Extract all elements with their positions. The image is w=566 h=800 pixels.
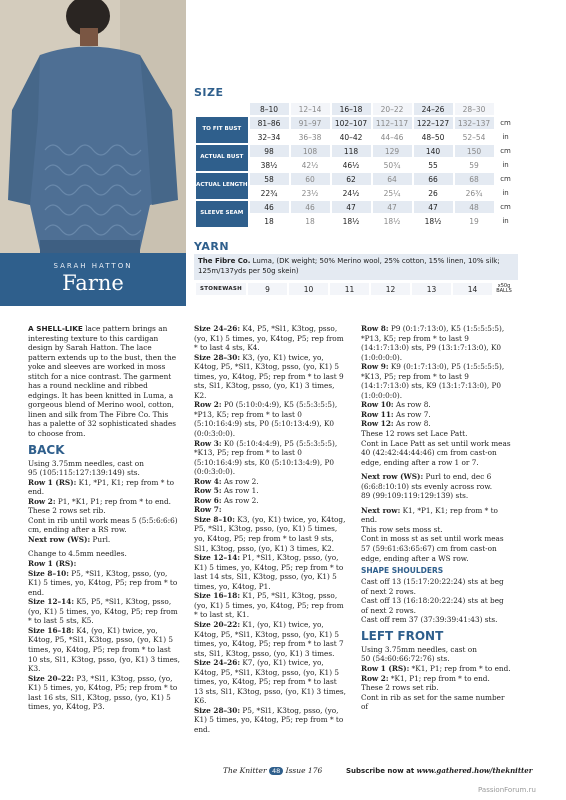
instruction-line: Row 12: As row 8. — [361, 419, 431, 429]
instruction-line: Next row (WS): Purl to end, dec 6 (6:6:8:10:10) sts evenly across row. — [361, 472, 493, 491]
instruction-line: These 12 rows set Lace Patt. — [361, 429, 468, 439]
instruction-line: Cont in rib until work meas 5 (5:5:6:6:6) cm, ending after a RS row. — [28, 515, 178, 535]
instruction-line: Row 9: K9 (0:1:7:13:0), P5 (1:5:5:5:5), *K13, P5; rep from * to last 9 (14:1:7:13:0) sts, K9 (13:1:7:13:0), P0 (1:0:0:0:0). — [361, 362, 505, 400]
value-cell: 18 — [291, 215, 330, 227]
value-cell: 47 — [373, 201, 412, 213]
value-cell: 46½ — [332, 159, 371, 171]
unit-cell: in — [502, 133, 509, 141]
value-cell: 118 — [332, 145, 371, 157]
shade-name: STONEWASH — [196, 283, 246, 295]
size-row — [196, 117, 516, 129]
value-cell: 55 — [414, 159, 453, 171]
value-cell: 66 — [414, 173, 453, 185]
instruction-line: Size 8–10: P5, *Sl1, K3tog, psso, (yo, K1) 5 times, yo, K4tog, P5; rep from * to end. — [28, 568, 178, 597]
value-cell: 46 — [250, 201, 289, 213]
instruction-line: Cast off rem 37 (37:39:39:41:43) sts. — [361, 615, 498, 625]
intro-text: lace pattern brings an interesting texture to this cardigan design by Sarah Hatton. The lace pattern extends up to the bust, then the yoke and sleeves are worked in moss stitch for a nice contrast. The garment has a round neckline and ribbed edgings. It has been knitted in Luma, a gorgeous blend of Merino wool, cotton, linen and silk from The Fibre Co. This has a palette of 32 sophisticated shades to choose from. — [28, 324, 177, 439]
shape-shoulders-instructions — [361, 577, 513, 625]
unit-cell: cm — [500, 175, 511, 183]
value-cell: 48–50 — [414, 131, 453, 143]
text-column-3 — [361, 324, 513, 712]
size-cell: 8–10 — [250, 103, 289, 115]
instruction-line: Using 3.75mm needles, cast on — [361, 644, 477, 654]
value-cell: 18½ — [373, 215, 412, 227]
balls-cell: 14 — [453, 283, 492, 295]
instruction-line: 95 (105:115:127:139:149) sts. — [28, 468, 140, 478]
back-heading: BACK — [28, 442, 65, 457]
size-cell: 24–26 — [414, 103, 453, 115]
instruction-line: Row 2: *K1, P1; rep from * to end. — [361, 673, 490, 683]
instruction-line: 50 (54:60:66:72:76) sts. — [361, 654, 450, 664]
instruction-line: Size 24–26: K7, (yo, K1) twice, yo, K4tog, P5, *Sl1, K3tog, psso, (yo, K1) 5 times, yo, K4tog, P5; rep from * to last 13 sts, Sl1, K3tog, psso, (yo, K1) 3 times, K6. — [194, 658, 346, 706]
issue-number: Issue 176 — [285, 766, 323, 775]
value-cell: 129 — [373, 145, 412, 157]
back-instructions-continued — [194, 324, 346, 735]
instruction-line: Row 10: As row 8. — [361, 400, 431, 410]
unit-cell: in — [502, 161, 509, 169]
value-cell: 23½ — [291, 187, 330, 199]
value-cell: 36–38 — [291, 131, 330, 143]
instruction-line: Row 8: P9 (0:1:7:13:0), K5 (1:5:5:5:5), *P13, K5; rep from * to last 9 (14:1:7:13:0) sts, P9 (13:1:7:13:0), K0 (1:0:0:0:0). — [361, 324, 505, 362]
value-cell: 26¾ — [455, 187, 494, 199]
instruction-line: These 2 rows set rib. — [28, 506, 106, 516]
value-cell: 46 — [291, 201, 330, 213]
instruction-line: Row 1 (RS): *K1, P1; rep from * to end. — [361, 663, 511, 673]
value-cell: 60 — [291, 173, 330, 185]
size-cell: 16–18 — [332, 103, 371, 115]
yarn-description — [194, 254, 518, 280]
designer-name: SARAH HATTON — [53, 262, 133, 270]
value-cell: 58 — [250, 173, 289, 185]
value-cell: 132–137 — [455, 117, 494, 129]
value-cell: 52–54 — [455, 131, 494, 143]
value-cell: 32–34 — [250, 131, 289, 143]
instruction-line: Cast off 13 (16:18:20:22:24) sts at beg of next 2 rows. — [361, 596, 504, 615]
size-cell: 12–14 — [291, 103, 330, 115]
instruction-line: Row 3: K0 (5:10:4:4:9), P5 (5:5:3:5:5), *K13, P5; rep from * to last 0 (5:10:16:4:9) sts, K0 (5:10:13:4:9), P0 (0:0:3:0:0). — [194, 438, 338, 477]
balls-cell: 9 — [248, 283, 287, 295]
yarn-brand: The Fibre Co. — [198, 257, 251, 265]
instruction-line: Row 2: P0 (5:10:0:4:9), K5 (5:5:3:5:5), *P13, K5; rep from * to last 0 (5:10:16:4:9) sts, P0 (5:10:13:4:9), K0 (0:0:3:0:0). — [194, 400, 338, 439]
value-cell: 18 — [250, 215, 289, 227]
value-cell: 48 — [455, 201, 494, 213]
size-cell: 20–22 — [373, 103, 412, 115]
unit-cell: in — [502, 189, 509, 197]
instruction-line: This row sets moss st. — [361, 524, 443, 534]
value-cell: 108 — [291, 145, 330, 157]
instruction-line: Row 1 (RS): K1, *P1, K1; rep from * to end. — [28, 477, 174, 497]
magazine-name: The Knitter — [223, 766, 267, 775]
value-cell: 47 — [414, 201, 453, 213]
instruction-line: Cont in rib as set for the same number of — [361, 692, 505, 712]
value-cell: 112–117 — [373, 117, 412, 129]
row-label: SLEEVE SEAM — [196, 201, 248, 227]
watermark: PassionForum.ru — [478, 786, 536, 794]
size-cell: 28–30 — [455, 103, 494, 115]
value-cell: 140 — [414, 145, 453, 157]
unit-cell: cm — [500, 203, 511, 211]
text-column-2 — [194, 324, 346, 735]
instruction-line: Size 8–10: K3, (yo, K1) twice, yo, K4tog, P5, *Sl1, K3tog, psso, (yo, K1) 5 times, yo, K4tog, P5; rep from * to last 9 sts, Sl1, K3tog, psso, (yo, K1) 3 times, K2. — [194, 514, 346, 553]
balls-cell: 10 — [289, 283, 328, 295]
value-cell: 81–86 — [250, 117, 289, 129]
balls-cell: 11 — [330, 283, 369, 295]
size-row — [196, 145, 516, 157]
size-table — [194, 101, 518, 229]
page-number: 48 — [269, 767, 283, 775]
instruction-line: Size 12–14: K5, P5, *Sl1, K3tog, psso, (yo, K1) 5 times, yo, K4tog, P5; rep from * to last 5 sts, K5. — [28, 597, 178, 626]
value-cell: 24½ — [332, 187, 371, 199]
instruction-line: Next row (WS): Purl. — [28, 534, 111, 544]
value-cell: 98 — [250, 145, 289, 157]
value-cell: 26 — [414, 187, 453, 199]
value-cell: 68 — [455, 173, 494, 185]
title-banner — [0, 253, 186, 306]
intro-paragraph — [28, 324, 180, 439]
instruction-line: Next row: K1, *P1, K1; rep from * to end. — [361, 505, 498, 525]
instruction-line: Row 4: As row 2. — [194, 476, 259, 486]
value-cell: 42½ — [291, 159, 330, 171]
instruction-line: Row 5: As row 1. — [194, 486, 259, 496]
instruction-line: Size 20–22: P3, *Sl1, K3tog, psso, (yo, K1) 5 times, yo, K4tog, P5; rep from * to last 16 sts, Sl1, K3tog, psso, (yo, K1) 5 times, yo, K4tog, P3. — [28, 673, 178, 712]
text-column-1 — [28, 324, 180, 712]
back-instructions — [28, 459, 180, 712]
instruction-line: These 2 rows set rib. — [361, 683, 439, 693]
subscribe-text: Subscribe now at — [346, 767, 415, 775]
value-cell: 18½ — [332, 215, 371, 227]
instruction-line: Row 11: As row 7. — [361, 409, 431, 419]
intro-lead: A SHELL-LIKE — [28, 324, 83, 333]
instruction-line: Size 16–18: K4, (yo, K1) twice, yo, K4tog, P5, *Sl1, K3tog, psso, (yo, K1) 5 times, yo, K4tog, P5; rep from * to last 10 sts, Sl1, K3tog, psso, (yo, K1) 3 times, K3. — [28, 625, 180, 674]
left-front-instructions — [361, 645, 513, 712]
value-cell: 59 — [455, 159, 494, 171]
value-cell: 18½ — [414, 215, 453, 227]
balls-unit: x50g BALLS — [494, 283, 514, 295]
instruction-line: Size 16–18: K1, P5, *Sl1, K3tog, psso, (yo, K1) 5 times, yo, K4tog, P5; rep from * to last st, K1. — [194, 591, 344, 620]
balls-cell: 12 — [371, 283, 410, 295]
instruction-line: Size 28–30: K3, (yo, K1) twice, yo, K4tog, P5, *Sl1, K3tog, psso, (yo, K1) 5 times, yo, K4tog, P5; rep from * to last 9 sts, Sl1, K3tog, psso, (yo, K1) 3 times, K2. — [194, 352, 344, 400]
left-front-heading: LEFT FRONT — [361, 628, 444, 643]
size-header-row — [196, 103, 516, 115]
yarn-quantity-table — [194, 283, 516, 295]
instruction-line: Size 12–14: P1, *Sl1, K3tog, psso, (yo, K1) 5 times, yo, K4tog, P5; rep from * to last 14 sts, Sl1, K3tog, psso, (yo, K1) 5 times, yo, K4tog, P1. — [194, 553, 344, 591]
yarn-heading: YARN — [194, 240, 230, 253]
row-label: ACTUAL LENGTH — [196, 173, 248, 199]
model-in-cardigan-image — [0, 0, 186, 253]
yarn-row — [196, 283, 514, 295]
value-cell: 38½ — [250, 159, 289, 171]
yarn-details: Luma, (DK weight; 50% Merino wool, 25% cotton, 15% linen, 10% silk; 125m/137yds per 50g skein) — [198, 257, 500, 275]
value-cell: 62 — [332, 173, 371, 185]
value-cell: 44–46 — [373, 131, 412, 143]
footer-magazine — [223, 766, 322, 775]
value-cell: 25¼ — [373, 187, 412, 199]
row-label: TO FIT BUST — [196, 117, 248, 143]
instruction-line: Size 28–30: P5, *Sl1, K3tog, psso, (yo, K1) 5 times, yo, K4tog, P5; rep from * to end. — [194, 705, 344, 734]
subscribe-link[interactable]: www.gathered.how/theknitter — [416, 766, 533, 775]
value-cell: 47 — [332, 201, 371, 213]
pattern-title: Farne — [62, 271, 124, 295]
instruction-line: Size 24–26: K4, P5, *Sl1, K3tog, psso, (yo, K1) 5 times, yo, K4tog, P5; rep from * to last 4 sts, K4. — [194, 324, 344, 353]
value-cell: 19 — [455, 215, 494, 227]
unit-cell — [496, 103, 516, 115]
value-cell: 22¾ — [250, 187, 289, 199]
instruction-line: Row 6: As row 2. — [194, 495, 259, 505]
row-label: ACTUAL BUST — [196, 145, 248, 171]
shape-shoulders-heading: SHAPE SHOULDERS — [361, 566, 444, 576]
instruction-line: Cast off 13 (15:17:20:22:24) sts at beg of next 2 rows. — [361, 577, 504, 596]
back-instructions-end — [361, 324, 513, 563]
value-cell: 150 — [455, 145, 494, 157]
instruction-line: Row 7: — [194, 505, 222, 515]
instruction-line: Row 1 (RS): — [28, 559, 77, 569]
size-corner — [196, 103, 248, 115]
instruction-line: Using 3.75mm needles, cast on — [28, 458, 144, 468]
instruction-line: 89 (99:109:119:129:139) sts. — [361, 491, 469, 501]
balls-cell: 13 — [412, 283, 451, 295]
value-cell: 64 — [373, 173, 412, 185]
instruction-line: Row 2: P1, *K1, P1; rep from * to end. — [28, 496, 171, 506]
unit-cell: cm — [500, 119, 511, 127]
size-row — [196, 201, 516, 213]
unit-cell: in — [502, 217, 509, 225]
unit-cell: cm — [500, 147, 511, 155]
garment-photo — [0, 0, 186, 253]
instruction-line: Cont in moss st as set until work meas 57 (59:61:63:65:67) cm from cast-on edge, ending after a WS row. — [361, 534, 504, 563]
value-cell: 122–127 — [414, 117, 453, 129]
size-row — [196, 173, 516, 185]
value-cell: 50¾ — [373, 159, 412, 171]
value-cell: 40–42 — [332, 131, 371, 143]
instruction-line: Size 20–22: K1, (yo, K1) twice, yo, K4tog, P5, *Sl1, K3tog, psso, (yo, K1) 5 times, yo, K4tog, P5; rep from * to last 7 sts, Sl1, K3tog, psso, (yo, K1) 3 times. — [194, 619, 344, 658]
instruction-line: Cont in Lace Patt as set until work meas 40 (42:42:44:44:46) cm from cast-on edge, ending after a row 1 or 7. — [361, 438, 511, 467]
value-cell: 102–107 — [332, 117, 371, 129]
instruction-line: Change to 4.5mm needles. — [28, 549, 127, 559]
value-cell: 91–97 — [291, 117, 330, 129]
size-heading: SIZE — [194, 86, 224, 99]
footer-subscribe — [346, 766, 532, 775]
